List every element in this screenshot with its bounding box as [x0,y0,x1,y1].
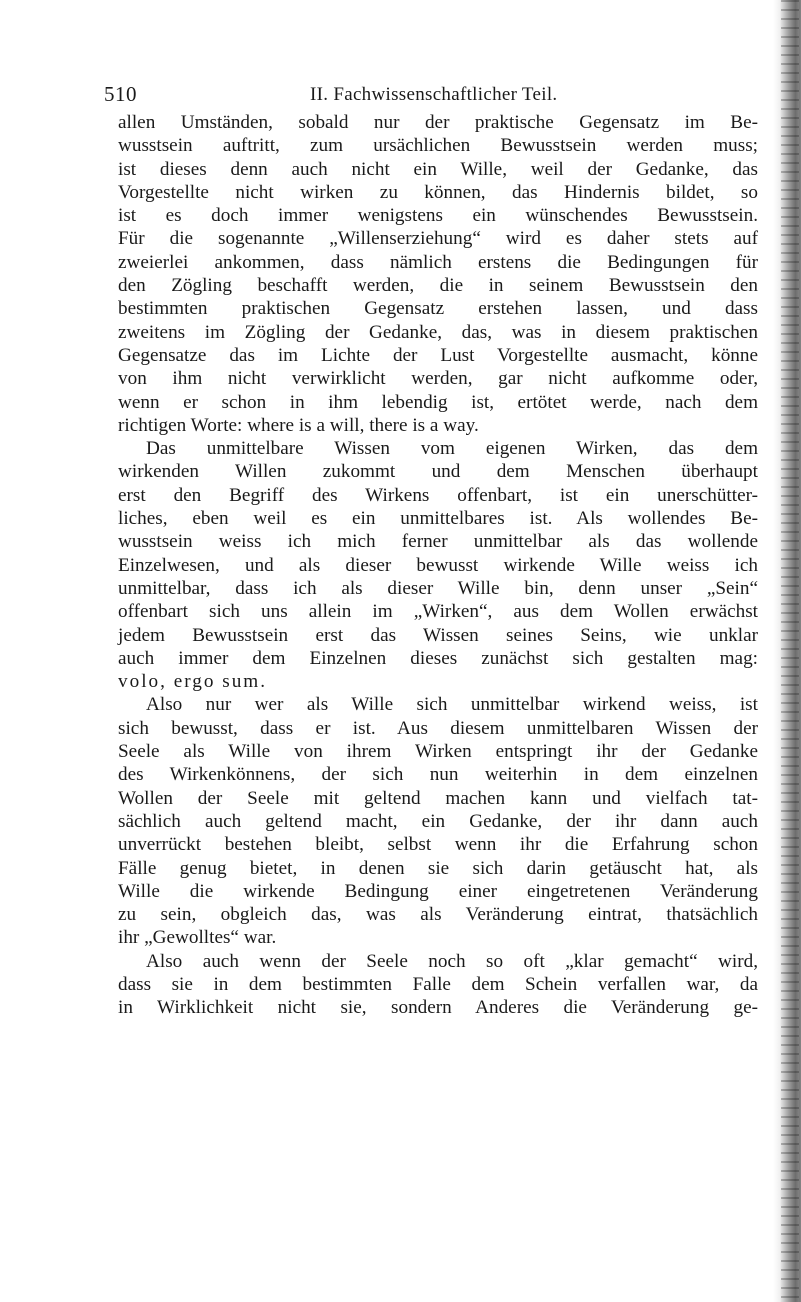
text-line: erst den Begriff des Wirkens offenbart, ist ein unerschütter- [118,484,758,506]
text-line: Vorgestellte nicht wirken zu können, das Hindernis bildet, so [118,181,758,203]
text-line: Fälle genug bietet, in denen sie sich darin getäuscht hat, als [118,857,758,879]
text-line: wirkenden Willen zukommt und dem Menschen überhaupt [118,461,758,483]
text-line: Das unmittelbare Wissen vom eigenen Wirken, das dem [146,438,758,460]
running-title: II. Fachwissenschaftlicher Teil. [310,84,558,105]
text-line: zu sein, obgleich das, was als Veränderung eintrat, thatsächlich [118,904,758,926]
page-edge-streaks [781,0,799,1302]
text-line: richtigen Worte: where is a will, there is a way. [118,414,479,436]
text-line: ist dieses denn auch nicht ein Wille, weil der Gedanke, das [118,158,758,180]
text-line: Wille die wirkende Bedingung einer eingetretenen Veränderung [118,880,758,902]
text-line: unverrückt bestehen bleibt, selbst wenn ihr die Erfahrung schon [118,834,758,856]
text-line: zweitens im Zögling der Gedanke, das, was in diesem praktischen [118,321,758,343]
text-line: Für die sogenannte „Willenserziehung“ wird es daher stets auf [118,228,758,250]
text-line: Seele als Wille von ihrem Wirken entspringt ihr der Gedanke [118,741,758,763]
text-line: sächlich auch geltend macht, ein Gedanke, der ihr dann auch [118,810,758,832]
text-line: Einzelwesen, und als dieser bewusst wirkende Wille weiss ich [118,554,758,576]
text-line: des Wirkenkönnens, der sich nun weiterhin in dem einzelnen [118,764,758,786]
page-number: 510 [104,82,137,106]
text-line: Also nur wer als Wille sich unmittelbar wirkend weiss, ist [146,694,758,716]
page-header [104,82,744,112]
text-line: den Zögling beschafft werden, die in seinem Bewusstsein den [118,275,758,297]
text-line: offenbart sich uns allein im „Wirken“, aus dem Wollen erwächst [118,601,758,623]
text-line: unmittelbar, dass ich als dieser Wille bin, denn unser „Sein“ [118,577,758,599]
text-line: liches, eben weil es ein unmittelbares ist. Als wollendes Be- [118,508,758,530]
text-line: sich bewusst, dass er ist. Aus diesem unmittelbaren Wissen der [118,717,758,739]
text-line: von ihm nicht verwirklicht werden, gar nicht aufkomme oder, [118,368,758,390]
text-line: Also auch wenn der Seele noch so oft „klar gemacht“ wird, [146,950,758,972]
text-line: wenn er schon in ihm lebendig ist, ertötet werde, nach dem [118,391,758,413]
text-line: auch immer dem Einzelnen dieses zunächst sich gestalten mag: [118,647,758,669]
body-text [118,111,758,1020]
text-line: allen Umständen, sobald nur der praktische Gegensatz im Be- [118,112,758,133]
text-line: volo, ergo sum. [118,671,268,693]
text-line: zweierlei ankommen, dass nämlich erstens die Bedingungen für [118,251,758,273]
text-line: Gegensatze das im Lichte der Lust Vorgestellte ausmacht, könne [118,344,758,366]
text-line: dass sie in dem bestimmten Falle dem Schein verfallen war, da [118,973,758,995]
text-line: bestimmten praktischen Gegensatz erstehen lassen, und dass [118,298,758,320]
text-line: ist es doch immer wenigstens ein wünschendes Bewusstsein. [118,205,758,227]
text-line: Wollen der Seele mit geltend machen kann und vielfach tat- [118,787,758,809]
text-line: wusstsein weiss ich mich ferner unmittelbar als das wollende [118,531,758,553]
text-line: jedem Bewusstsein erst das Wissen seines Seins, wie unklar [118,624,758,646]
text-line: in Wirklichkeit nicht sie, sondern Anderes die Veränderung ge- [118,997,758,1019]
text-line: ihr „Gewolltes“ war. [118,927,277,949]
text-line: wusstsein auftritt, zum ursächlichen Bewusstsein werden muss; [118,135,758,157]
